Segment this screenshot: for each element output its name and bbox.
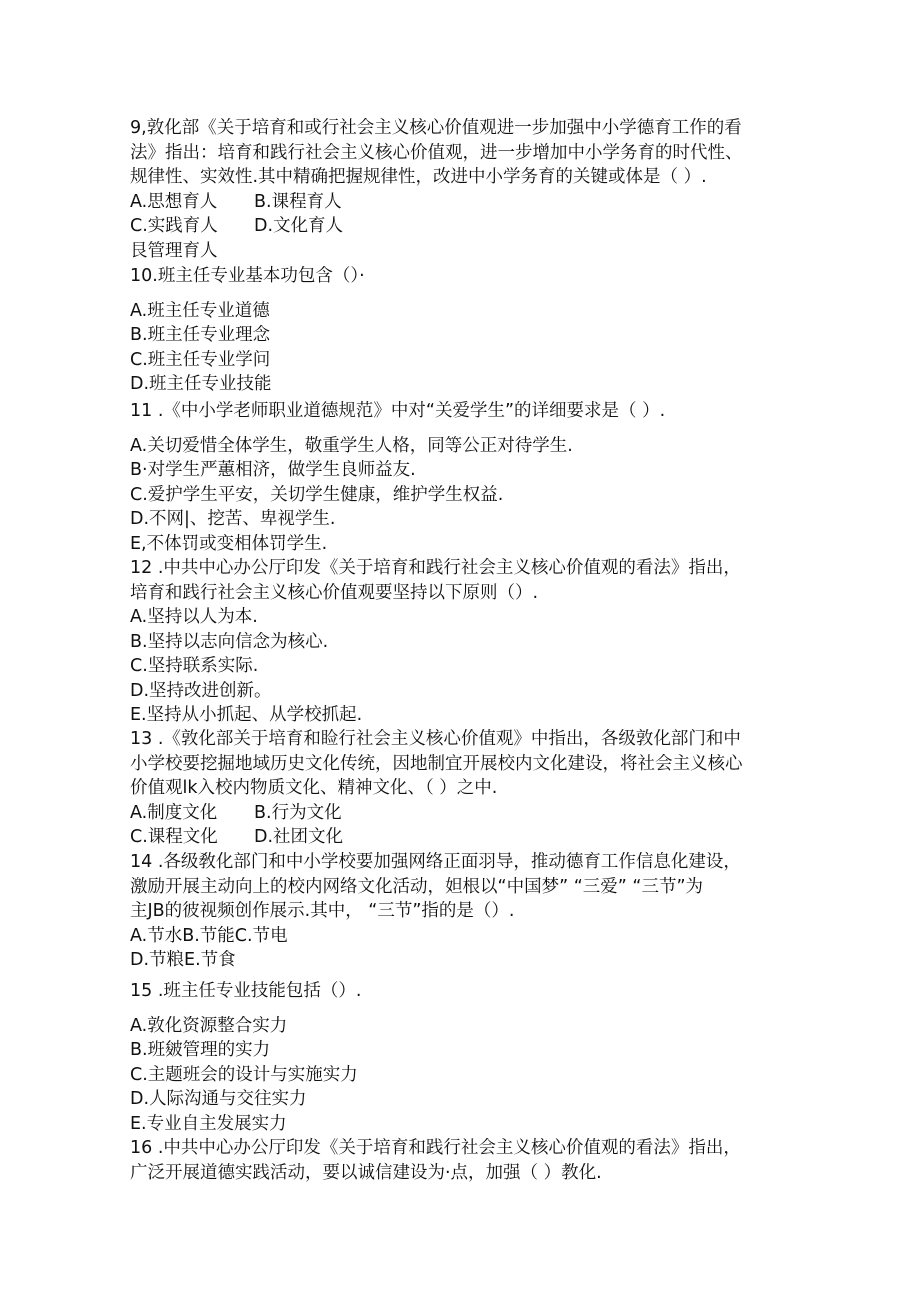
question-text-line: 小学校要挖掘地域历史文化传统，因地制宜开展校内文化建设，将社会主义核心 <box>130 753 743 774</box>
option-b: B.行为文化 <box>254 802 342 823</box>
option-e: 艮管理育人 <box>130 240 218 261</box>
option-c: C.实践育人 <box>130 216 218 236</box>
question-16 <box>130 1136 810 1185</box>
question-text-line: 价值观lk入校内物质文化、精神文化、（ ）之中. <box>130 778 498 798</box>
question-text-line: 10.班主任专业基本功包含（）· <box>130 266 365 286</box>
option-e: E,不体罚或变相体罚学生. <box>130 533 328 554</box>
option-c: C.班主任专业学问 <box>130 349 271 370</box>
question-text-line: 12 .中共中心办公厅印发《关于培育和践行社会主义核心价值观的看法》指出， <box>130 558 741 578</box>
option-a: A.关切爱惜全体学生，敬重学生人格，同等公正对待学生. <box>130 435 573 456</box>
option-b: B.班主任专业理念 <box>130 325 271 345</box>
option-row <box>130 801 810 826</box>
option-d: D.不网|、挖苦、卑视学生. <box>130 509 336 529</box>
question-text-line: 法》指出：培育和践行社会主义核心价值观，进一步增加中小学务育的时代性、 <box>130 142 743 163</box>
option-a: A.班主任专业道德 <box>130 300 270 321</box>
question-11 <box>130 399 810 556</box>
option-line: D.节粮E.节食 <box>130 950 236 970</box>
option-d: D.班主任专业技能 <box>130 374 272 394</box>
option-row <box>130 214 810 239</box>
question-text-line: 广泛开展道德实践活动，要以诚信建设为·点，加强（ ）教化. <box>130 1162 602 1183</box>
question-13 <box>130 727 810 850</box>
option-b: B.课程育人 <box>254 191 342 212</box>
question-10 <box>130 264 810 397</box>
question-text-line: 培育和践行社会主义核心价值观要坚持以下原则（）. <box>130 582 539 603</box>
question-text-line: 15 .班主任专业技能包括（）. <box>130 981 362 1001</box>
option-b: B·对学生严蕙相济，做学生良师益友. <box>130 460 416 480</box>
option-a: A.坚持以人为本. <box>130 607 258 627</box>
question-text-line: 16 .中共中心办公厅印发《关于培育和践行社会主义核心价值观的看法》指出， <box>130 1138 741 1158</box>
question-text-line: 9,敦化部《关于培育和或行社会主义核心价值观进一步加强中小学德育工作的看 <box>130 118 742 138</box>
option-c: C.爱护学生平安，关切学生健康，维护学生权益. <box>130 484 504 505</box>
option-row <box>130 825 810 850</box>
option-c: C.课程文化 <box>130 827 218 847</box>
option-e: E.坚持从小抓起、从学校抓起. <box>130 705 363 725</box>
question-15 <box>130 979 810 1136</box>
option-c: C.坚持联系实际. <box>130 656 259 676</box>
option-b: B.坚持以志向信念为核心. <box>130 631 329 652</box>
option-row <box>130 190 810 215</box>
question-14 <box>130 850 810 973</box>
option-a: A.思想育人 <box>130 191 218 212</box>
option-e: E.专业自主发展实力 <box>130 1113 287 1134</box>
option-c: C.主题班会的设计与实施实力 <box>130 1064 358 1085</box>
option-d: D.坚持改进创新。 <box>130 680 272 701</box>
question-text-line: 13 .《敦化部关于培育和睑行社会主义核心价值观》中指出，各级敦化部门和中 <box>130 729 741 749</box>
option-b: B.班皴管理的实力 <box>130 1040 271 1060</box>
question-text-line: 规律性、实效性.其中精确把握规律性，改进中小学务育的关键或体是（ ）. <box>130 167 707 187</box>
option-line: A.节水B.节能C.节电 <box>130 925 288 946</box>
option-a: A.敦化资源整合实力 <box>130 1015 288 1036</box>
question-text-line: 14 .各级敎化部门和中小学校要加强网络正面羽导，推动德育工作信息化建设， <box>130 852 741 872</box>
option-d: D.人际沟通与交往实力 <box>130 1089 307 1109</box>
question-9 <box>130 116 810 263</box>
question-text-line: 主JB的彼视频创作展示.其中， “三节”指的是（）. <box>130 901 515 921</box>
option-d: D.社团文化 <box>254 827 344 847</box>
question-12 <box>130 556 810 728</box>
option-a: A.制度文化 <box>130 802 218 823</box>
option-d: D.文化育人 <box>254 216 344 236</box>
question-text-line: 11 .《中小学老师职业道德规范》中对“关爱学生”的详细要求是（ ）. <box>130 401 666 421</box>
question-text-line: 激励开展主动向上的校内网络文化活动，妲根以“中国梦” “三爱” “三节”为 <box>130 876 704 897</box>
